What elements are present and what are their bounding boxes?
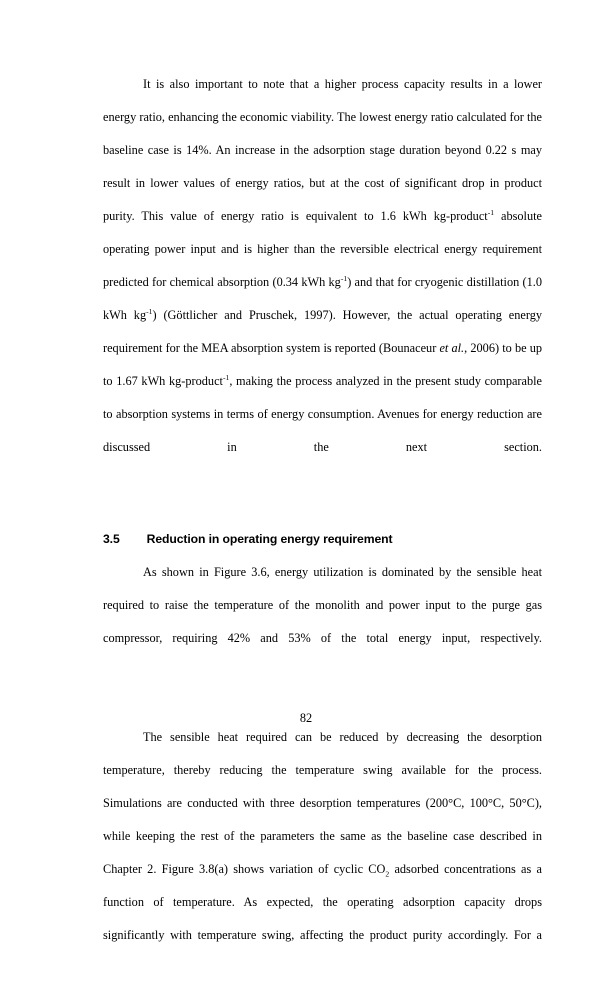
paragraph-text-segment: ) (Göttlicher and Pruschek, 1997). However, the actual operating energy requirement for the MEA absorption system is reported (Bounaceur xyxy=(103,308,542,355)
paragraph-text-segment: , 2006) to be up to 1.67 kWh kg-product xyxy=(103,341,543,388)
subscript-co2-two: 2 xyxy=(385,869,390,879)
paragraph-text-segment: absolute operating power input and is higher than the reversible electrical energy requirement predicted for chemical absorption (0.34 kWh kg xyxy=(103,209,542,289)
paragraph-energy-utilization xyxy=(103,556,542,688)
spacer-above-heading xyxy=(103,497,542,523)
page-content xyxy=(103,68,542,985)
section-title: Reduction in operating energy requirement xyxy=(146,532,393,546)
paragraph-text-segment: ) and that for cryogenic distillation (1.0 kWh kg xyxy=(103,275,543,322)
paragraph-sensible-heat xyxy=(103,721,542,985)
paragraph-text-segment: As shown in Figure 3.6, energy utilization is dominated by the sensible heat required to raise the temperature of the monolith and power input to the purge gas compressor, requiring 42% and 53% of the total energy input, respectively. xyxy=(103,565,542,645)
paragraph-text-segment: adsorbed concentrations as a function of temperature. As expected, the operating adsorption capacity drops significantly with temperature swing, affecting the product purity accordingly. For a xyxy=(103,862,542,942)
paragraph-text-segment: The sensible heat required can be reduced by decreasing the desorption temperature, thereby reducing the temperature swing available for the process. Simulations are conducted with three desorption temperatures (200°C, 100°C, 50°C), while keeping the rest of the parameters the same as the baseline case described in Chapter 2. Figure 3.8(a) shows variation of cyclic CO xyxy=(103,730,542,876)
section-number: 3.5 xyxy=(103,532,120,546)
superscript-inverse-one: -1 xyxy=(146,306,153,316)
superscript-inverse-one: -1 xyxy=(340,273,348,283)
paragraph-energy-ratio xyxy=(103,68,542,497)
paragraph-text-segment: It is also important to note that a higher process capacity results in a lower energy ratio, enhancing the economic viability. The lowest energy ratio calculated for the baseline case is 14%. An increase in the adsorption stage duration beyond 0.22 s may result in lower values of energy ratios, but at the cost of significant drop in product purity. This value of energy ratio is equivalent to 1.6 kWh kg-product xyxy=(103,77,542,223)
superscript-inverse-one: -1 xyxy=(222,372,230,382)
paragraph-text-segment: , making the process analyzed in the present study comparable to absorption systems in terms of energy consumption. Avenues for energy reduction are discussed in the next section. xyxy=(103,374,542,454)
superscript-inverse-one: -1 xyxy=(487,207,495,217)
citation-et-al: et al. xyxy=(439,341,465,355)
page-number: 82 xyxy=(299,711,313,725)
section-heading-3-5 xyxy=(103,523,542,556)
